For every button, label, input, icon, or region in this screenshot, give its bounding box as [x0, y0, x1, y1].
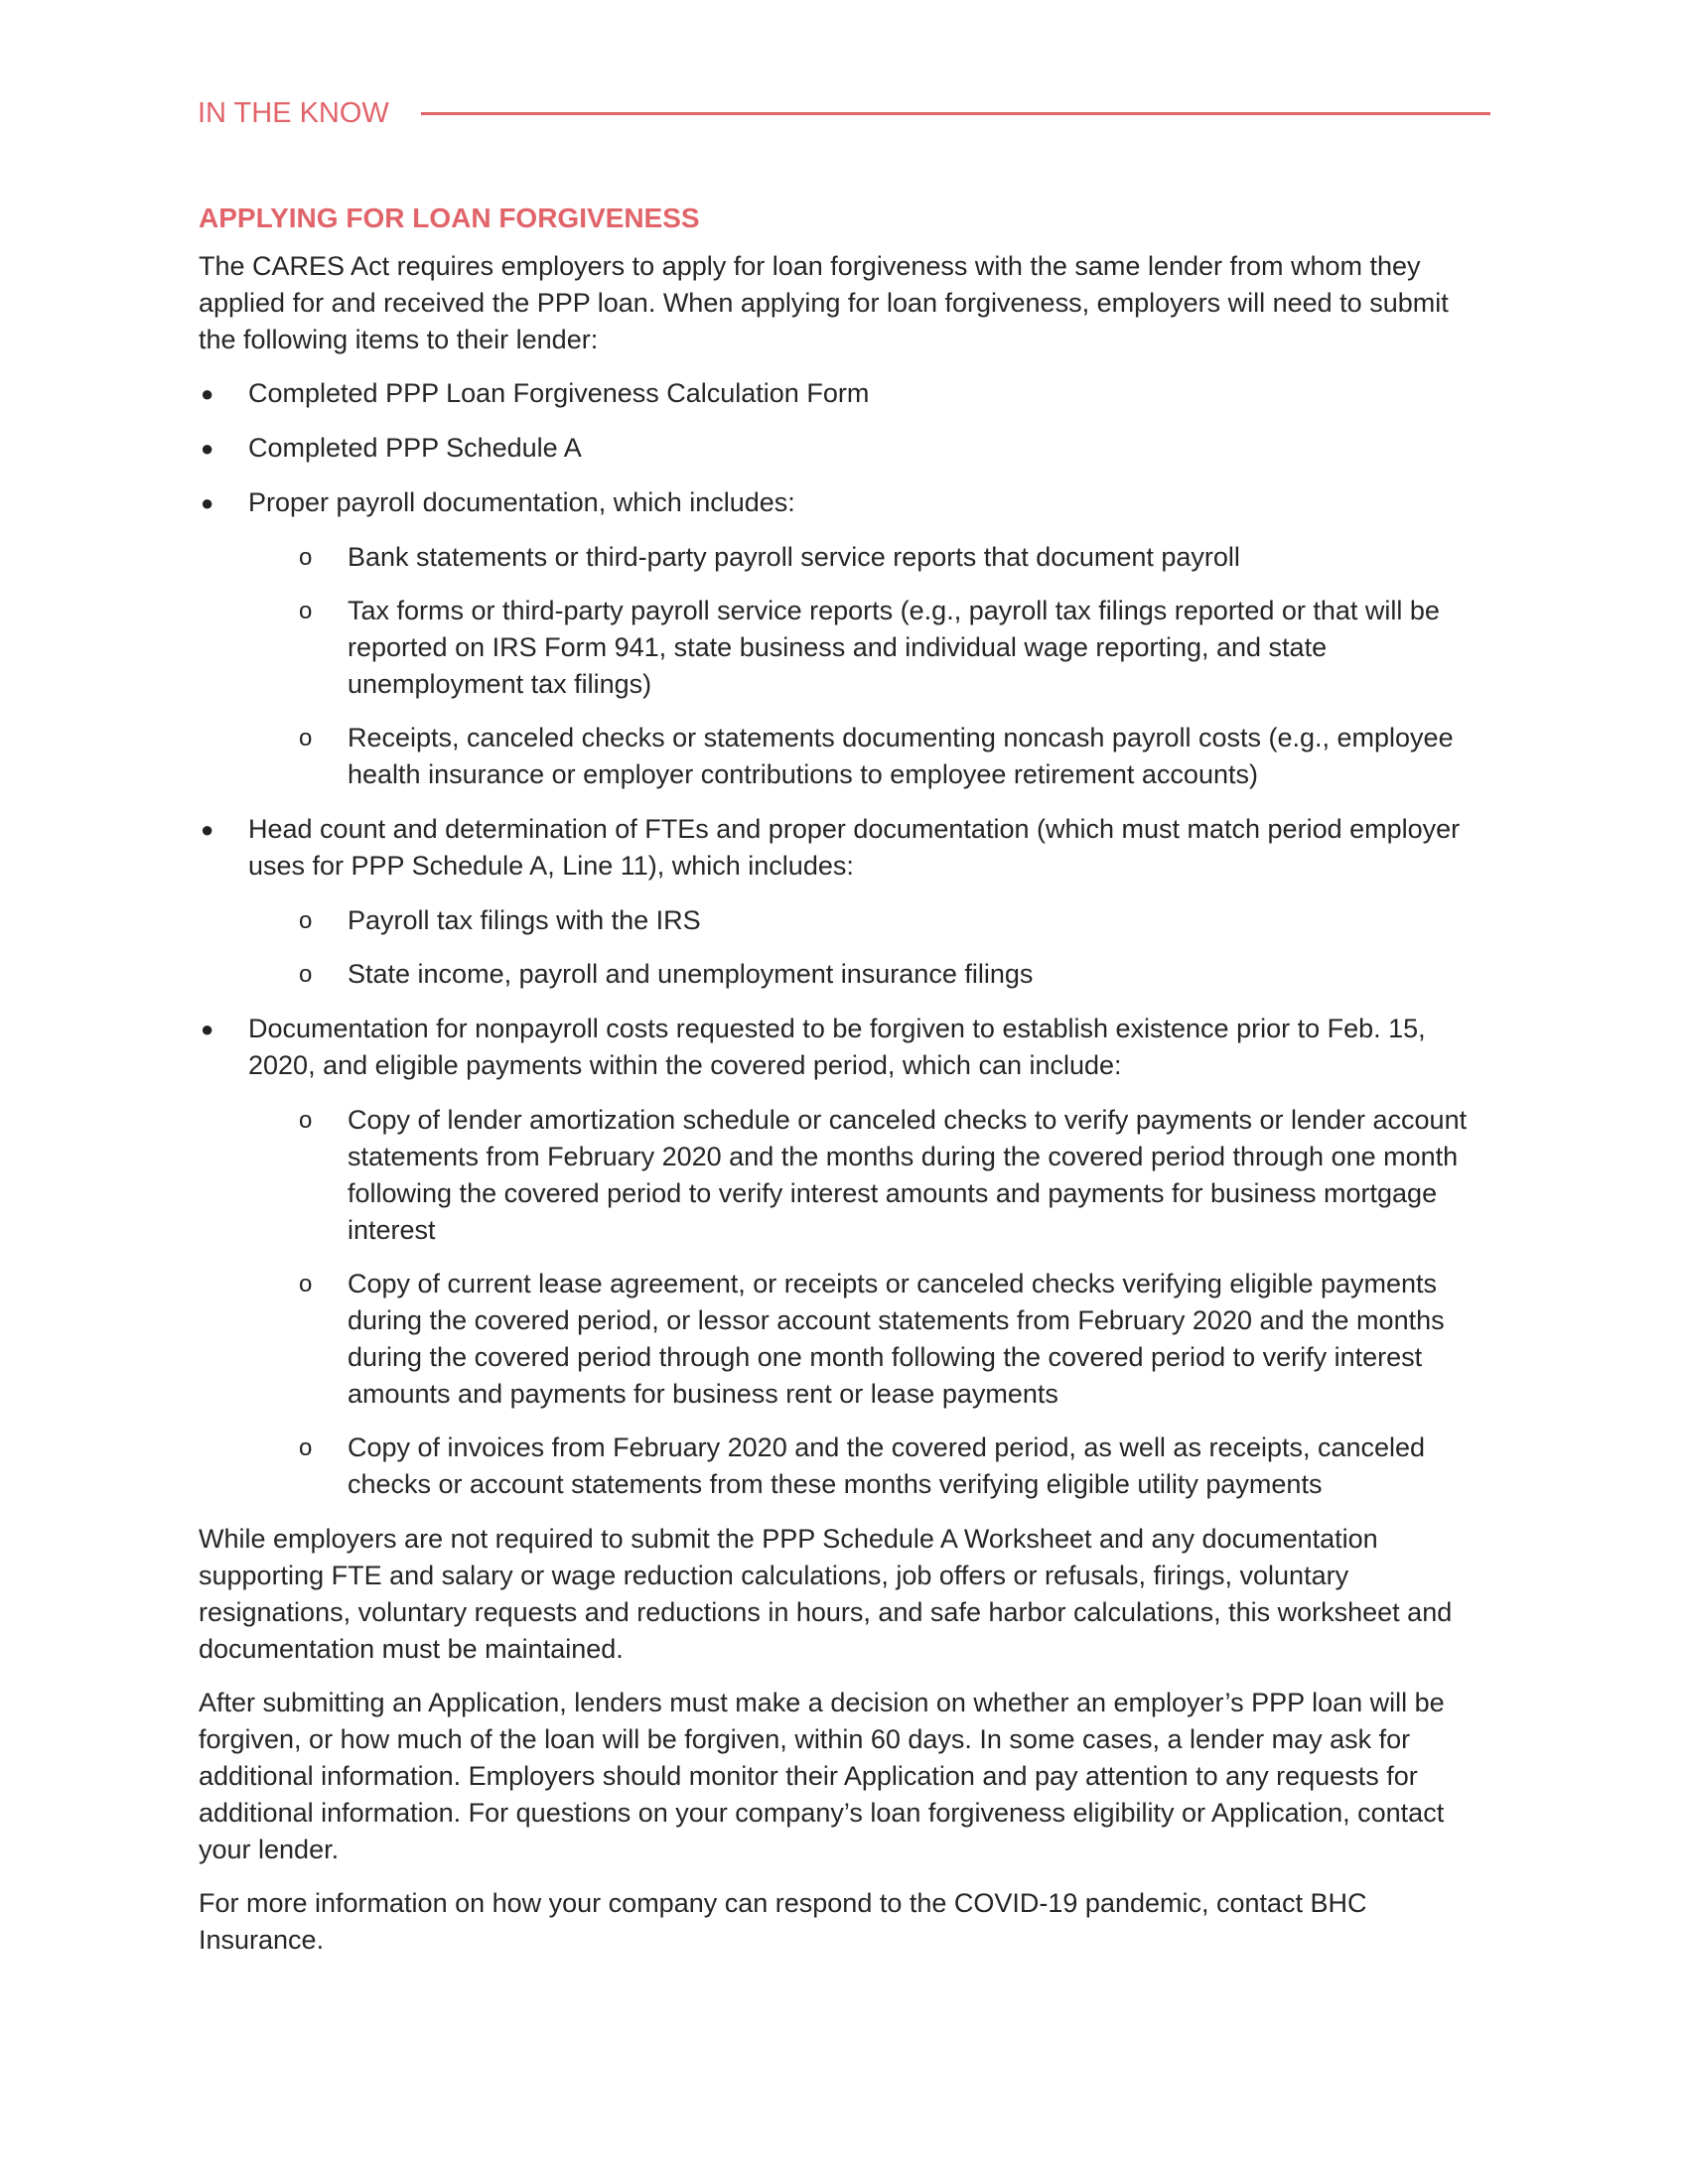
- sub-list-item: [199, 956, 1489, 993]
- circle-bullet-icon: o: [299, 544, 313, 571]
- sub-list-item-text: Receipts, canceled checks or statements documenting noncash payroll costs (e.g., employee health insurance or employer contributions to employee retirement accounts): [348, 723, 1454, 789]
- header-label: IN THE KNOW: [198, 96, 389, 129]
- bullet-icon: ●: [201, 490, 214, 515]
- list-item-text: Proper payroll documentation, which includes:: [248, 487, 795, 517]
- list-item-text: Completed PPP Schedule A: [248, 433, 582, 463]
- list-item-text: Completed PPP Loan Forgiveness Calculation Form: [248, 378, 870, 408]
- list-item: [199, 1011, 1489, 1503]
- bullet-icon: ●: [201, 381, 214, 406]
- circle-bullet-icon: o: [299, 1434, 313, 1461]
- bullet-icon: ●: [201, 1017, 214, 1041]
- list-item: [199, 375, 1489, 412]
- sub-list-item: [199, 539, 1489, 576]
- sub-list: [248, 902, 1489, 993]
- sub-list-item-text: Copy of invoices from February 2020 and the covered period, as well as receipts, canceled checks or account statements from these months verifying eligible utility payments: [348, 1433, 1426, 1499]
- sub-list-item-text: Copy of current lease agreement, or receipts or canceled checks verifying eligible payments during the covered period, or lessor account statements from February 2020 and the months during the covered period through one month following the covered period to verify interest amounts and payments for business rent or lease payments: [348, 1269, 1445, 1409]
- sub-list-item: [199, 1102, 1489, 1249]
- sub-list-item: [199, 1266, 1489, 1413]
- sub-list-item-text: Payroll tax filings with the IRS: [348, 905, 701, 935]
- circle-bullet-icon: o: [299, 961, 313, 988]
- circle-bullet-icon: o: [299, 1271, 313, 1297]
- newsletter-header: [198, 91, 1490, 135]
- bullet-icon: ●: [201, 817, 214, 842]
- sub-list-item-text: Bank statements or third-party payroll service reports that document payroll: [348, 542, 1240, 572]
- sub-list-item-text: State income, payroll and unemployment insurance filings: [348, 959, 1034, 989]
- list-item-text: Documentation for nonpayroll costs requested to be forgiven to establish existence prior to Feb. 15, 2020, and eligible payments within the covered period, which can include:: [248, 1014, 1426, 1080]
- list-item: [199, 484, 1489, 793]
- header-rule: [421, 112, 1490, 115]
- circle-bullet-icon: o: [299, 907, 313, 934]
- sub-list-item: [199, 1430, 1489, 1503]
- contact-paragraph: For more information on how your company can respond to the COVID-19 pandemic, contact BHC Insurance.: [199, 1888, 1367, 1955]
- circle-bullet-icon: o: [299, 1107, 313, 1134]
- list-item: [199, 811, 1489, 993]
- sub-list-item: [199, 902, 1489, 939]
- sub-list-item-text: Tax forms or third-party payroll service reports (e.g., payroll tax filings reported or that will be reported on IRS Form 941, state business and individual wage reporting, and state unemployment tax filings): [348, 596, 1440, 699]
- sub-list-item: [199, 720, 1489, 793]
- body-paragraph: While employers are not required to submit the PPP Schedule A Worksheet and any documentation supporting FTE and salary or wage reduction calculations, job offers or refusals, firings, voluntary resignations, voluntary requests and reductions in hours, and safe harbor calculations, this worksheet and documentation must be maintained.: [199, 1524, 1453, 1664]
- article-body: [199, 199, 1489, 1976]
- circle-bullet-icon: o: [299, 598, 313, 624]
- section-title: APPLYING FOR LOAN FORGIVENESS: [199, 203, 700, 233]
- requirements-list: [199, 375, 1489, 1503]
- intro-paragraph: The CARES Act requires employers to apply for loan forgiveness with the same lender from whom they applied for and received the PPP loan. When applying for loan forgiveness, employers will need to submit the following items to their lender:: [199, 251, 1449, 354]
- list-item: [199, 430, 1489, 467]
- sub-list-item: [199, 593, 1489, 703]
- list-item-text: Head count and determination of FTEs and proper documentation (which must match period employer uses for PPP Schedule A, Line 11), which includes:: [248, 814, 1461, 881]
- circle-bullet-icon: o: [299, 725, 313, 751]
- sub-list-item-text: Copy of lender amortization schedule or canceled checks to verify payments or lender account statements from February 2020 and the months during the covered period through one month following the covered period to verify interest amounts and payments for business mortgage interest: [348, 1105, 1468, 1245]
- sub-list: [248, 1102, 1489, 1503]
- bullet-icon: ●: [201, 436, 214, 461]
- body-paragraph: After submitting an Application, lenders must make a decision on whether an employer’s PPP loan will be forgiven, or how much of the loan will be forgiven, within 60 days. In some cases, a lender may ask for additional information. Employers should monitor their Application and pay attention to any requests for additional information. For questions on your company’s loan forgiveness eligibility or Application, contact your lender.: [199, 1688, 1445, 1864]
- sub-list: [248, 539, 1489, 793]
